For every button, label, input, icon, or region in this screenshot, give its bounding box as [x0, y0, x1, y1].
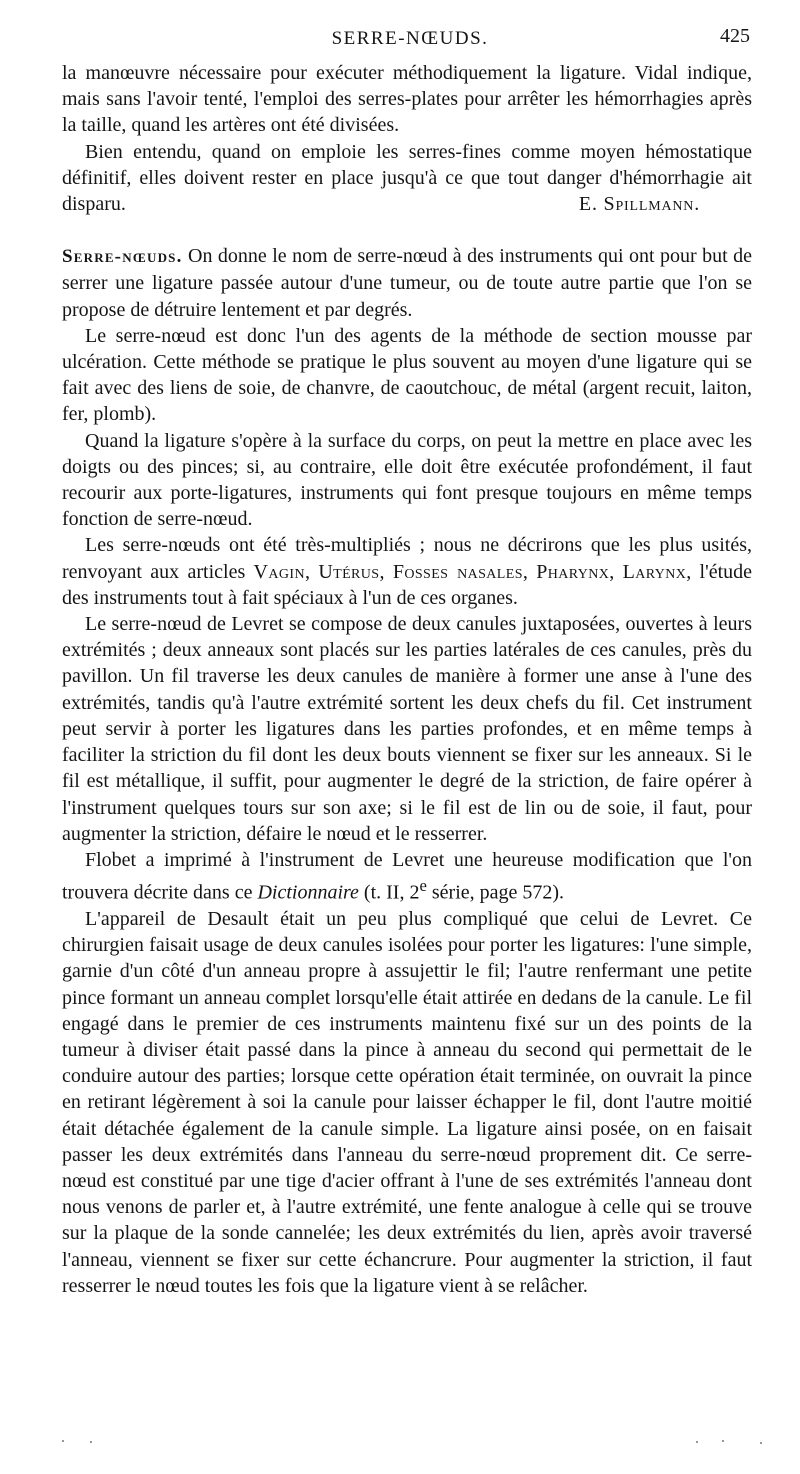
paragraph: Quand la ligature s'opère à la surface du corps, on peut la mettre en place avec les doigts ou des pinces; si, au contraire, elle doit être exécutée profondément, il faut recourir aux porte-ligatures, instruments qui font presque toujours en même temps fonction de serre-nœud. — [62, 429, 752, 531]
signature-line — [62, 191, 752, 217]
paragraph-text: , l'étude des instruments tout à fait spéciaux à l'un de ces organes. — [62, 560, 753, 609]
article-separator — [62, 217, 752, 243]
article-headword: Serre-nœuds. — [62, 246, 183, 268]
running-title: SERRE-NŒUDS. — [331, 28, 489, 49]
cross-reference-pharynx: Pharynx — [536, 560, 610, 583]
paragraph: la manœuvre nécessaire pour exécuter méthodiquement la ligature. Vidal indique, mais sans l'avoir tenté, l'emploi des serres-plates pour arrêter les hémorrhagies après la taille, quand les artères ont été divisées. — [62, 62, 752, 137]
page-header — [60, 25, 760, 58]
paragraph — [62, 532, 752, 611]
cross-reference-vagin: Vagin — [253, 560, 305, 583]
paragraph — [62, 847, 752, 906]
scan-speck — [760, 1442, 762, 1444]
page-number: 425 — [720, 25, 750, 47]
scan-speck — [722, 1440, 724, 1442]
article-opening-paragraph — [62, 243, 752, 323]
separator: , — [609, 560, 623, 583]
scan-speck — [62, 1440, 64, 1442]
paragraph-text: On donne le nom de serre-nœud à des instruments qui ont pour but de serrer une ligature passée autour d'une tumeur, ou de toute autre partie que l'on se propose de détruire lentement et par degrés. — [62, 245, 752, 321]
author-signature: E. Spillmann. — [578, 193, 700, 216]
separator: , — [304, 560, 319, 583]
page-text-body — [62, 60, 752, 1299]
cross-reference-fosses-nasales: Fosses nasales — [392, 560, 523, 583]
scan-speck — [696, 1441, 698, 1443]
paragraph: Le serre-nœud est donc l'un des agents de la méthode de section mousse par ulcération. Cette méthode se pratique le plus souvent au moyen d'une ligature qui se fait avec des liens de soie, de chanvre, de caoutchouc, de métal (argent recuit, laiton, fer, plomb). — [62, 324, 752, 426]
cross-reference-uterus: Utérus — [318, 560, 380, 583]
paragraph: Bien entendu, quand on emploie les serres-fines comme moyen hémostatique définitif, elles doivent rester en place jusqu'à ce que tout danger d'hémorrhagie ait disparu. — [62, 140, 752, 216]
superscript: e — [419, 876, 427, 896]
paragraph-text: série, page 572). — [426, 881, 565, 904]
cross-reference-larynx: Larynx — [622, 560, 687, 583]
scan-speck — [90, 1441, 92, 1443]
paragraph: L'appareil de Desault était un peu plus compliqué que celui de Levret. Ce chirurgien faisait usage de deux canules isolées pour porter les ligatures: l'une simple, garnie d'un côté d'un anneau propre à assujettir le fil; l'autre renfermant une petite pince formant un anneau complet lorsqu'elle était attirée en dedans de la canule. Le fil engagé dans le premier de ces instruments maintenu fixé sur un des points de la tumeur à diviser était passé dans la pince à anneau du second qui permettait de le conduire autour des parties; lorsque cette opération était terminée, on ouvrait la pince en retirant légèrement à soi la canule pour laisser échapper le fil, dont l'autre moitié était détachée également de la canule simple. La ligature ainsi posée, on en faisait passer les deux extrémités dans l'anneau du serre-nœud proprement dit. Ce serre-nœud est constitué par une tige d'acier offrant à l'une de ses extrémités l'anneau dont nous venons de parler et, à l'autre extrémité, une fente analogue à celle qui se trouve sur la plaque de la sonde cannelée; les deux extrémités du lien, après avoir traversé l'anneau, viennent se fixer sur cette échancrure. Pour augmenter la striction, il faut resserrer le nœud toutes les fois que la ligature vient à se relâcher. — [62, 907, 752, 1297]
separator: , — [379, 560, 393, 583]
paragraph-text: Les serre-nœuds ont été très-multipliés ; nous ne décrirons que les plus usités, renvoyant aux articles — [62, 534, 752, 583]
paragraph-text: (t. II, 2 — [358, 881, 420, 904]
paragraph-text: Flobet a imprimé à l'instrument de Levret une heureuse modification que l'on trouvera décrite dans ce — [62, 848, 752, 904]
paragraph: Le serre-nœud de Levret se compose de deux canules juxtaposées, ouvertes à leurs extrémités ; deux anneaux sont placés sur les parties latérales de ces canules, près du pavillon. Un fil traverse les deux canules de manière à former une anse à l'une des extrémités, tandis qu'à l'autre extrémité sortent les deux chefs du fil. Cet instrument peut servir à porter les ligatures dans les parties profondes, et en même temps à faciliter la striction du fil dont les deux bouts viennent se fixer sur les anneaux. Si le fil est métallique, il suffit, pour augmenter le degré de la striction, de faire opérer à l'instrument quelques tours sur son axe; si le fil est de lin ou de soie, il faut, pour augmenter la striction, défaire le nœud et le resserrer. — [62, 613, 752, 845]
separator: , — [522, 560, 537, 583]
italic-title: Dictionnaire — [257, 881, 359, 904]
